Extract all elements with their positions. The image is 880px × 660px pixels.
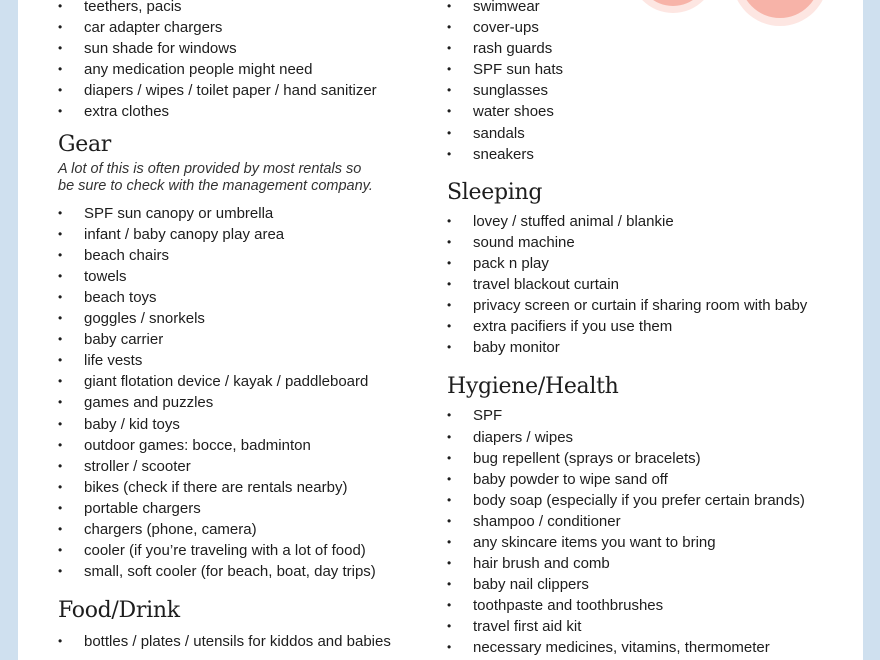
list-item: • portable chargers	[58, 498, 418, 519]
list-item: • baby monitor	[447, 337, 847, 358]
list-item: • small, soft cooler (for beach, boat, day trips)	[58, 561, 418, 582]
list-item: • pack n play	[447, 253, 847, 274]
list-item: • any skincare items you want to bring	[447, 532, 847, 553]
list-item: • diapers / wipes / toilet paper / hand sanitizer	[58, 80, 418, 101]
list-item: • bug repellent (sprays or bracelets)	[447, 448, 847, 469]
list-item: • beach chairs	[58, 245, 418, 266]
list-item: • SPF	[447, 405, 847, 426]
list-item: • SPF sun hats	[447, 59, 847, 80]
gear-note	[58, 161, 418, 195]
list-item: • rash guards	[447, 38, 847, 59]
list-item: • baby / kid toys	[58, 414, 418, 435]
list-item: • water shoes	[447, 101, 847, 122]
right-column	[447, 0, 847, 659]
list-item: • baby powder to wipe sand off	[447, 469, 847, 490]
list-item: • outdoor games: bocce, badminton	[58, 435, 418, 456]
list-item: • bikes (check if there are rentals nearby)	[58, 477, 418, 498]
list-item: • towels	[58, 266, 418, 287]
gear-note-line-2: be sure to check with the management company.	[58, 177, 373, 194]
list-item: • goggles / snorkels	[58, 308, 418, 329]
food-drink-list	[58, 631, 418, 652]
gear-heading: Gear	[58, 131, 112, 157]
list-item: • cooler (if you’re traveling with a lot of food)	[58, 540, 418, 561]
list-item: • infant / baby canopy play area	[58, 224, 418, 245]
list-item: • hair brush and comb	[447, 553, 847, 574]
sleeping-list	[447, 211, 847, 359]
list-item: • sunglasses	[447, 80, 847, 101]
list-item: • body soap (especially if you prefer certain brands)	[447, 490, 847, 511]
list-item: • extra clothes	[58, 101, 418, 122]
left-column	[58, 0, 418, 652]
gear-list	[58, 203, 418, 583]
list-item: • shampoo / conditioner	[447, 511, 847, 532]
list-item: • baby carrier	[58, 329, 418, 350]
list-item: • toothpaste and toothbrushes	[447, 595, 847, 616]
list-item: • SPF sun canopy or umbrella	[58, 203, 418, 224]
list-item: • teethers, pacis	[58, 0, 418, 17]
list-item: • diapers / wipes	[447, 427, 847, 448]
hygiene-health-heading: Hygiene/Health	[447, 374, 619, 400]
list-item: • necessary medicines, vitamins, thermometer	[447, 637, 847, 658]
list-item: • extra pacifiers if you use them	[447, 316, 847, 337]
list-item: • stroller / scooter	[58, 456, 418, 477]
food-drink-heading: Food/Drink	[58, 598, 180, 624]
list-item: • chargers (phone, camera)	[58, 519, 418, 540]
list-item: • games and puzzles	[58, 392, 418, 413]
list-item: • privacy screen or curtain if sharing room with baby	[447, 295, 847, 316]
list-item: • life vests	[58, 350, 418, 371]
list-item: • lovey / stuffed animal / blankie	[447, 211, 847, 232]
list-item: • car adapter chargers	[58, 17, 418, 38]
list-item: • any medication people might need	[58, 59, 418, 80]
list-item: • travel first aid kit	[447, 616, 847, 637]
list-item: • bottles / plates / utensils for kiddos and babies	[58, 631, 418, 652]
list-item: • travel blackout curtain	[447, 274, 847, 295]
list-item: • sneakers	[447, 144, 847, 165]
list-item: • baby nail clippers	[447, 574, 847, 595]
list-item: • beach toys	[58, 287, 418, 308]
hygiene-health-list	[447, 405, 847, 658]
sleeping-heading: Sleeping	[447, 179, 543, 205]
gear-note-line-1: A lot of this is often provided by most rentals so	[58, 160, 362, 177]
list-item: • sound machine	[447, 232, 847, 253]
clothing-list	[447, 0, 847, 165]
list-item: • cover-ups	[447, 17, 847, 38]
left-top-list	[58, 0, 418, 123]
checklist-page	[18, 0, 863, 660]
list-item: • giant flotation device / kayak / paddleboard	[58, 371, 418, 392]
list-item: • sun shade for windows	[58, 38, 418, 59]
list-item: • sandals	[447, 123, 847, 144]
list-item: • swimwear	[447, 0, 847, 17]
